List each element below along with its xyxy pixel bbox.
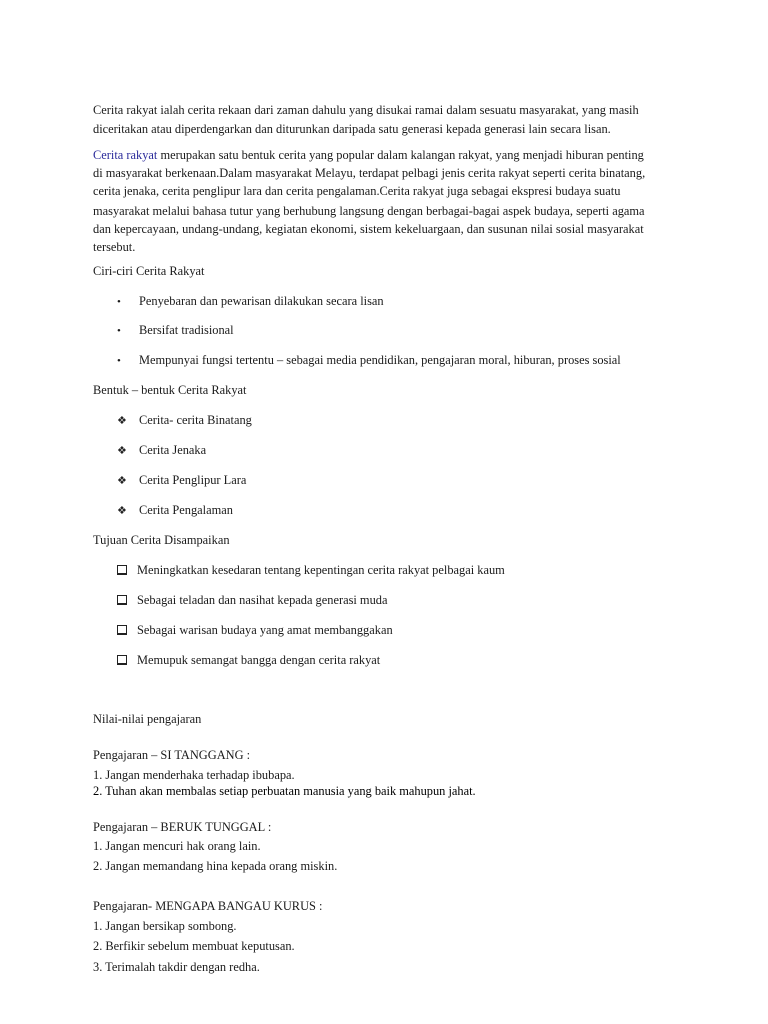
diamond-bullet-icon: ❖	[117, 415, 127, 427]
bullet-icon: •	[117, 355, 121, 367]
tujuan-item: Meningkatkan kesedaran tentang kepentingan cerita rakyat pelbagai kaum	[117, 561, 505, 579]
para2-line-4: masyarakat melalui bahasa tutur yang berhubung langsung dengan berbagai-bagai aspek budaya, seperti agama	[93, 204, 645, 218]
checkbox-bullet-icon	[117, 625, 127, 635]
lesson-item: 1. Jangan bersikap sombong.	[93, 919, 237, 933]
para2-line-3: cerita jenaka, cerita penglipur lara dan cerita pengalaman.Cerita rakyat juga sebagai ekspresi budaya suatu	[93, 184, 621, 198]
para2-line-1	[93, 146, 644, 164]
tujuan-item: Sebagai warisan budaya yang amat membanggakan	[117, 621, 393, 639]
ciri-item: • Bersifat tradisional	[117, 321, 234, 340]
diamond-bullet-icon: ❖	[117, 445, 127, 457]
ciri-item: • Mempunyai fungsi tertentu – sebagai media pendidikan, pengajaran moral, hiburan, proses sosial	[117, 351, 621, 370]
lesson-item: 2. Tuhan akan membalas setiap perbuatan manusia yang baik mahupun jahat.	[93, 784, 476, 798]
bentuk-heading: Bentuk – bentuk Cerita Rakyat	[93, 383, 247, 397]
ciri-heading: Ciri-ciri Cerita Rakyat	[93, 264, 205, 278]
cerita-rakyat-link[interactable]: Cerita rakyat	[93, 148, 158, 162]
lesson-title: Pengajaran- MENGAPA BANGAU KURUS :	[93, 899, 323, 913]
lesson-item: 2. Jangan memandang hina kepada orang miskin.	[93, 859, 338, 873]
intro-line-1: Cerita rakyat ialah cerita rekaan dari zaman dahulu yang disukai ramai dalam sesuatu masyarakat, yang masih	[93, 103, 639, 117]
lesson-item: 3. Terimalah takdir dengan redha.	[93, 960, 260, 974]
checkbox-bullet-icon	[117, 565, 127, 575]
bentuk-item: ❖ Cerita Jenaka	[117, 441, 206, 460]
intro-line-2: diceritakan atau diperdengarkan dan diturunkan daripada satu generasi kepada generasi lain secara lisan.	[93, 122, 611, 136]
lesson-item: 2. Berfikir sebelum membuat keputusan.	[93, 939, 295, 953]
para2-line-6: tersebut.	[93, 240, 136, 254]
lesson-item: 1. Jangan mencuri hak orang lain.	[93, 839, 261, 853]
lesson-title: Pengajaran – SI TANGGANG :	[93, 748, 251, 762]
bentuk-item: ❖ Cerita Pengalaman	[117, 501, 233, 520]
ciri-item: • Penyebaran dan pewarisan dilakukan secara lisan	[117, 292, 384, 311]
lesson-item: 1. Jangan menderhaka terhadap ibubapa.	[93, 768, 295, 782]
diamond-bullet-icon: ❖	[117, 505, 127, 517]
bullet-icon: •	[117, 296, 121, 308]
para2-line-1-text: merupakan satu bentuk cerita yang popular dalam kalangan rakyat, yang menjadi hiburan penting	[157, 148, 644, 162]
checkbox-bullet-icon	[117, 655, 127, 665]
tujuan-item: Sebagai teladan dan nasihat kepada generasi muda	[117, 591, 387, 609]
tujuan-item: Memupuk semangat bangga dengan cerita rakyat	[117, 651, 380, 669]
nilai-heading: Nilai-nilai pengajaran	[93, 712, 202, 726]
diamond-bullet-icon: ❖	[117, 475, 127, 487]
bentuk-item: ❖ Cerita- cerita Binatang	[117, 411, 252, 430]
bentuk-item: ❖ Cerita Penglipur Lara	[117, 471, 246, 490]
para2-line-2: di masyarakat berkenaan.Dalam masyarakat Melayu, terdapat pelbagi jenis cerita rakyat seperti cerita binatang,	[93, 166, 646, 180]
lesson-title: Pengajaran – BERUK TUNGGAL :	[93, 820, 272, 834]
tujuan-heading: Tujuan Cerita Disampaikan	[93, 533, 230, 547]
para2-line-5: dan kepercayaan, undang-undang, kegiatan ekonomi, sistem kekeluargaan, dan susunan nilai sosial masyarakat	[93, 222, 644, 236]
checkbox-bullet-icon	[117, 595, 127, 605]
bullet-icon: •	[117, 325, 121, 337]
